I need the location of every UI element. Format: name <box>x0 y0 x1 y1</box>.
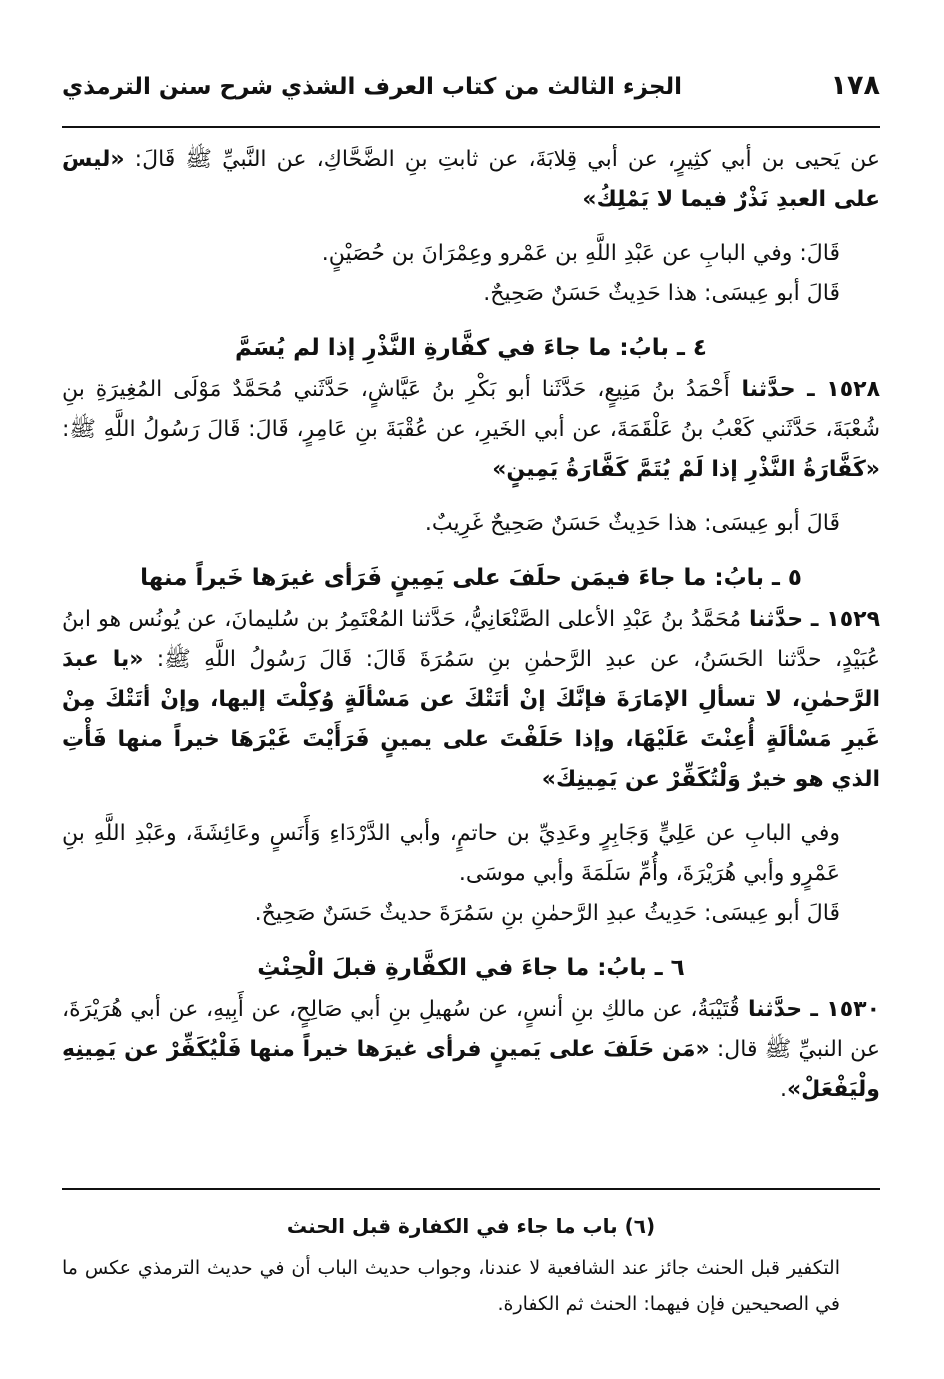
hadith-quote: «مَن حَلَفَ على يَمينٍ فرأى غيرَها خيراً منها فَلْيُكَفِّرْ عن يَمِينِهِ ولْيَفْعَلْ» <box>62 1037 880 1102</box>
footnote-rule <box>62 1188 880 1190</box>
footnote-title: (٦) باب ما جاء في الكفارة قبل الحنث <box>286 1214 656 1238</box>
hadith-number-lead: ١٥٣٠ ـ حدَّثنا <box>739 997 880 1022</box>
chapter-heading-5: ٥ ـ بابُ: ما جاءَ فيمَن حلَفَ على يَمِينٍ فَرَأى غيرَها خَيراً منها <box>140 565 802 591</box>
hadith-chain: أَحْمَدُ بنُ مَنِيعٍ، حَدَّثَنا أبو بَكْرِ بنُ عَيَّاشٍ، حَدَّثَني مُحَمَّدٌ مَوْلَى المُغِيرَةِ بنِ شُعْبَةَ، حَدَّثَني كَعْبُ بنُ عَلْقَمَةَ، عن أبي الخَيرِ، عن عُقْبَةَ بنِ عَامِرٍ، قَالَ: قَالَ رَسُولُ اللَّهِ ﷺ: <box>62 377 880 442</box>
paragraph-5: وفي البابِ عن عَلِيٍّ وَجَابِرٍ وعَدِيِّ بن حاتمٍ، وأبي الدَّرْدَاءِ وَأَنَسٍ وعَائِشَةَ، وعَبْدِ اللَّهِ بنِ عَمْرٍو وأبي هُرَيْرَةَ، وأُمِّ سَلَمَةَ وأبي موسَى. <box>62 821 840 886</box>
running-title: الجزء الثالث من كتاب العرف الشذي شرح سنن الترمذي <box>62 74 683 100</box>
hadith-1528 <box>62 370 880 490</box>
hadith-quote: «يا عبدَ الرَّحمٰنِ، لا تسألِ الإمَارَةَ فإنَّكَ إنْ أتَتْكَ عن مَسْألَةٍ وُكِلْتَ إليها، وإنْ أتَتْكَ مِنْ غَيرِ مَسْألَةٍ أُعِنْتَ عَلَيْهَا، وإذا حَلَفْتَ على يمينٍ فَرَأَيْتَ غَيْرَهَا خيراً منها فَأْتِ الذي هو خيرٌ وَلْتُكَفِّرْ عن يَمِينِكَ» <box>62 647 880 792</box>
header-rule <box>62 126 880 128</box>
paragraph-6: قَالَ أبو عِيسَى: حَدِيثُ عبدِ الرَّحمٰنِ بنِ سَمُرَةَ حديثٌ حَسَنٌ صَحِيحٌ. <box>254 901 840 926</box>
hadith-1530 <box>62 990 880 1110</box>
hadith-number-lead: ١٥٢٨ ـ حدَّثنا <box>729 377 880 402</box>
paragraph-4: قَالَ أبو عِيسَى: هذا حَدِيثٌ حَسَنٌ صَحِيحٌ غَرِيبٌ. <box>424 511 840 536</box>
hadith-quote: «ليسَ على العبدِ نَذْرٌ فيما لا يَمْلِكُ» <box>62 147 880 212</box>
page-header <box>62 70 880 120</box>
chapter-heading-4: ٤ ـ بابُ: ما جاءَ في كفَّارةِ النَّذْرِ إذا لم يُسَمَّ <box>235 335 707 361</box>
footnotes <box>62 1208 880 1322</box>
footnote-text: التكفير قبل الحنث جائز عند الشافعية لا عندنا، وجواب حديث الباب أن في حديث الترمذي عكس ما في الصحيحين فإن فيهما: الحنث ثم الكفارة. <box>62 1257 840 1315</box>
paragraph-1 <box>62 140 880 220</box>
hadith-end-mark: . <box>779 1077 787 1102</box>
page-number: ١٧٨ <box>830 70 880 101</box>
paragraph-3: قَالَ أبو عِيسَى: هذا حَدِيثٌ حَسَنٌ صَحِيحٌ. <box>483 281 840 306</box>
hadith-quote: «كَفَّارَةُ النَّذْرِ إذا لَمْ يُتَمَّ كَفَّارَةُ يَمِينٍ» <box>492 457 880 482</box>
paragraph-text: عن يَحيى بن أبي كثِيرٍ، عن أبي قِلابَةَ، عن ثابتِ بنِ الضَّحَّاكِ، عن النَّبيِّ ﷺ قَالَ: <box>124 147 880 172</box>
hadith-chain: قُتَيْبَةُ، عن مالكِ بنِ أنسٍ، عن سُهيلِ بنِ أبي صَالِحٍ، عن أَبِيهِ، عن أبي هُرَيْرَةَ، عن النبيِّ ﷺ قال: <box>62 997 880 1062</box>
paragraph-2: قَالَ: وفي البابِ عن عَبْدِ اللَّهِ بن عَمْرو وعِمْرَانَ بن حُصَيْنٍ. <box>321 241 840 266</box>
hadith-1529 <box>62 600 880 800</box>
page <box>62 70 880 1110</box>
chapter-heading-6: ٦ ـ بابُ: ما جاءَ في الكفَّارةِ قبلَ الْحِنْثِ <box>257 955 685 981</box>
hadith-chain: مُحَمَّدُ بنُ عَبْدِ الأعلى الصَّنْعَانِيُّ، حَدَّثنا المُعْتَمِرُ بن سُليمانَ، عن يُونُس هو ابنُ عُبَيْدٍ، حدَّثنا الحَسَنُ، عن عبدِ الرَّحمٰنِ بنِ سَمُرَةَ قَالَ: قَالَ رَسُولُ اللَّهِ ﷺ: <box>62 607 880 672</box>
hadith-number-lead: ١٥٢٩ ـ حدَّثنا <box>741 607 881 632</box>
